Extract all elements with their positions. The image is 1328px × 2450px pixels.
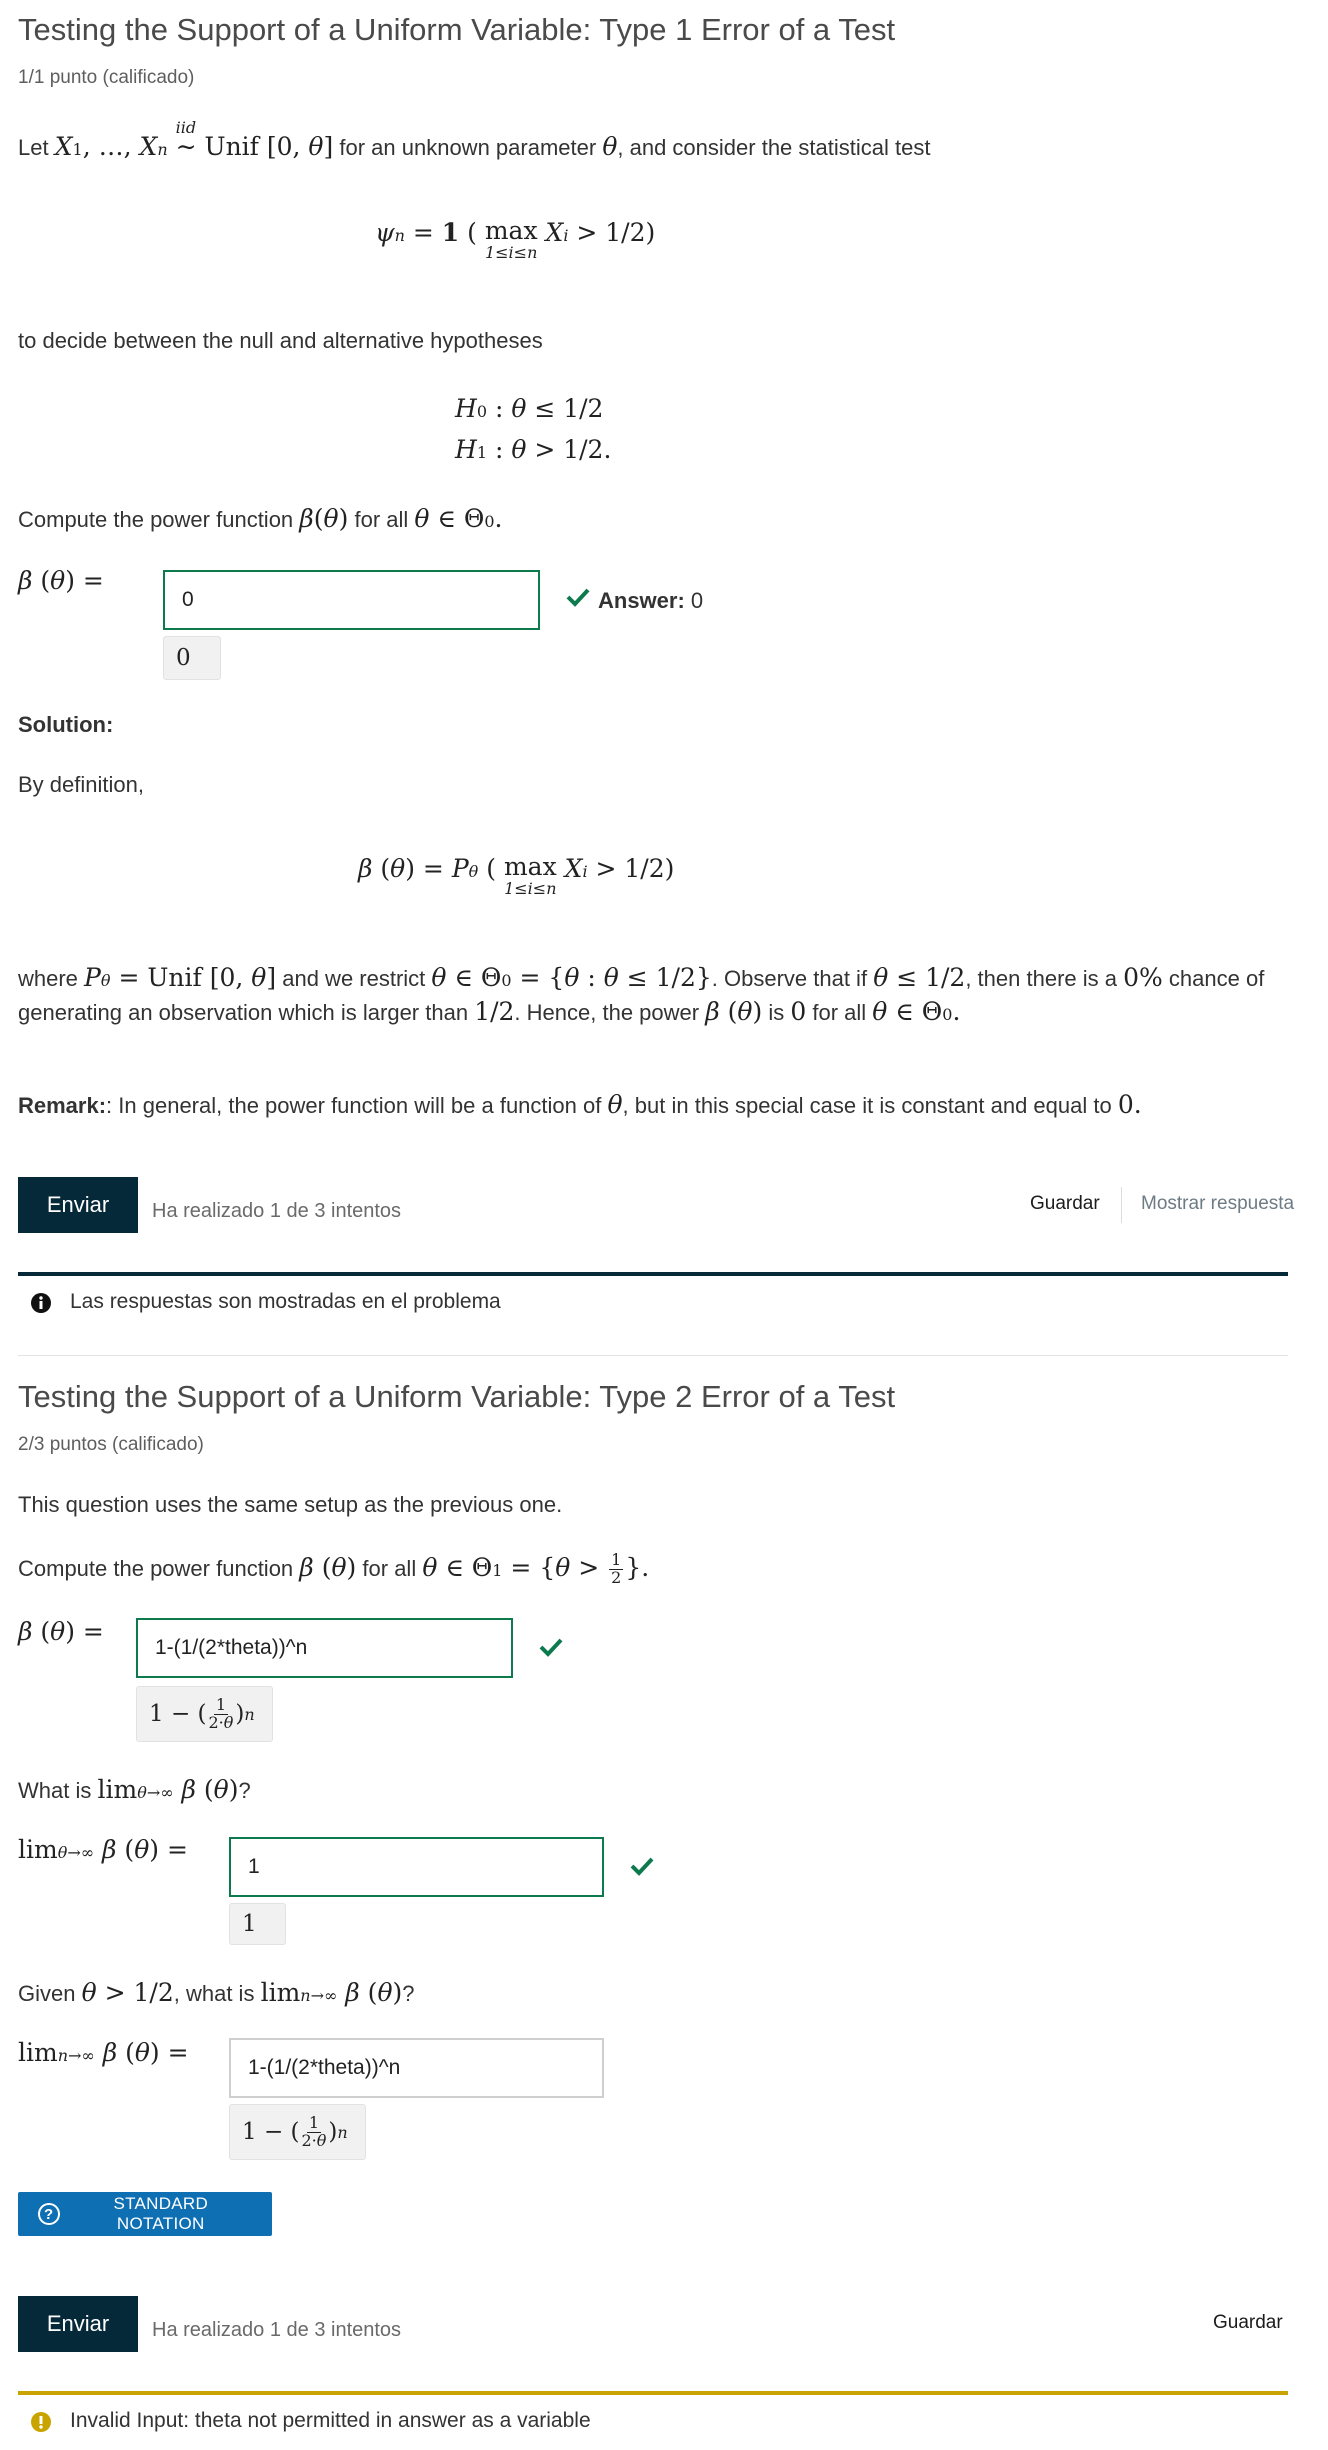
warning-message: Invalid Input: theta not permitted in answer as a variable <box>70 2409 591 2432</box>
info-icon <box>30 1292 52 1319</box>
submit-button[interactable]: Enviar <box>18 2296 138 2352</box>
save-button[interactable]: Guardar <box>1213 2312 1283 2333</box>
answer-input[interactable] <box>163 570 540 630</box>
hypotheses-equations: H0 : θ ≤ 1/2 H1 : θ > 1/2. <box>455 394 612 464</box>
answer-reveal: Answer: 0 <box>598 588 704 613</box>
problem-title: Testing the Support of a Uniform Variable: Type 1 Error of a Test <box>18 12 896 47</box>
question-limit-theta: What is limθ→∞ β (θ)? <box>18 1775 251 1804</box>
limit-theta-label-math: limθ→∞ β (θ) = <box>18 1835 188 1864</box>
attempts-counter: Ha realizado 1 de 3 intentos <box>152 1200 402 1222</box>
problem-separator <box>18 1355 1288 1356</box>
answer-input-power[interactable] <box>136 1618 513 1678</box>
question-limit-n: Given θ > 1/2, what is limn→∞ β (θ)? <box>18 1978 415 2007</box>
correct-check-icon <box>566 587 590 612</box>
warning-top-rule <box>18 2391 1288 2395</box>
power-definition-equation: β (θ) = Pθ ( max 1≤i≤n Xi > 1/2) <box>358 852 675 898</box>
help-icon: ? <box>38 2203 60 2225</box>
answer-input-limit-n[interactable] <box>229 2038 604 2098</box>
solution-intro: By definition, <box>18 772 144 797</box>
question-text: Compute the power function β (θ) for all θ ∈ Θ1 = {θ > $\frac{1}{2}$ }. <box>18 1550 650 1587</box>
notification-message: Las respuestas son mostradas en el problema <box>70 1290 501 1313</box>
answer-input-limit-theta[interactable] <box>229 1837 604 1897</box>
correct-check-icon <box>539 1637 563 1662</box>
answer-preview-power: 1 − ( $\frac{1}{2\cdot\theta}$ ) n <box>136 1686 273 1742</box>
remark-paragraph: Remark:: In general, the power function will be a function of θ, but in this special case it is constant and equal to 0. <box>18 1090 1142 1119</box>
submit-button[interactable]: Enviar <box>18 1177 138 1233</box>
problem-score: 2/3 puntos (calificado) <box>18 1434 204 1455</box>
question-text: Compute the power function β(θ) for all θ ∈ Θ0. <box>18 504 503 533</box>
test-definition-equation: ψn = 1 ( max 1≤i≤n Xi > 1/2) <box>375 216 656 262</box>
action-divider <box>1121 1187 1122 1223</box>
show-answer-button[interactable]: Mostrar respuesta <box>1141 1193 1295 1214</box>
setup-text: This question uses the same setup as the previous one. <box>18 1492 563 1517</box>
problem-score: 1/1 punto (calificado) <box>18 67 195 88</box>
notification-top-rule <box>18 1272 1288 1276</box>
answer-preview: 0 <box>163 636 221 680</box>
attempts-counter: Ha realizado 1 de 3 intentos <box>152 2319 402 2341</box>
limit-n-label-math: limn→∞ β (θ) = <box>18 2038 189 2067</box>
hypotheses-intro: to decide between the null and alternative hypotheses <box>18 328 543 353</box>
solution-heading: Solution: <box>18 712 114 737</box>
save-button[interactable]: Guardar <box>1030 1193 1100 1214</box>
answer-label-math: β (θ) = <box>18 1617 104 1646</box>
answer-preview-limit-theta: 1 <box>229 1903 286 1945</box>
answer-preview-limit-n: 1 − ( $\frac{1}{2\cdot\theta}$ ) n <box>229 2104 366 2160</box>
problem-title: Testing the Support of a Uniform Variable: Type 2 Error of a Test <box>18 1379 896 1414</box>
solution-where-line: where Pθ = Unif [0, θ] and we restrict θ ∈ Θ0 = {θ : θ ≤ 1/2}. Observe that if θ ≤ 1/2, then there is a 0% chance of <box>18 963 1265 992</box>
correct-check-icon <box>630 1856 654 1881</box>
answer-label-math: β (θ) = <box>18 566 104 595</box>
standard-notation-button[interactable]: ? STANDARD NOTATION <box>18 2192 272 2236</box>
warning-icon <box>30 2411 52 2438</box>
intro-paragraph: Let X1, …, Xn iid ∼ Unif [0, θ] for an unknown parameter θ, and consider the statistical test <box>18 118 931 161</box>
solution-hence-line: generating an observation which is larger than 1/2. Hence, the power β (θ) is 0 for all θ ∈ Θ0. <box>18 997 961 1026</box>
